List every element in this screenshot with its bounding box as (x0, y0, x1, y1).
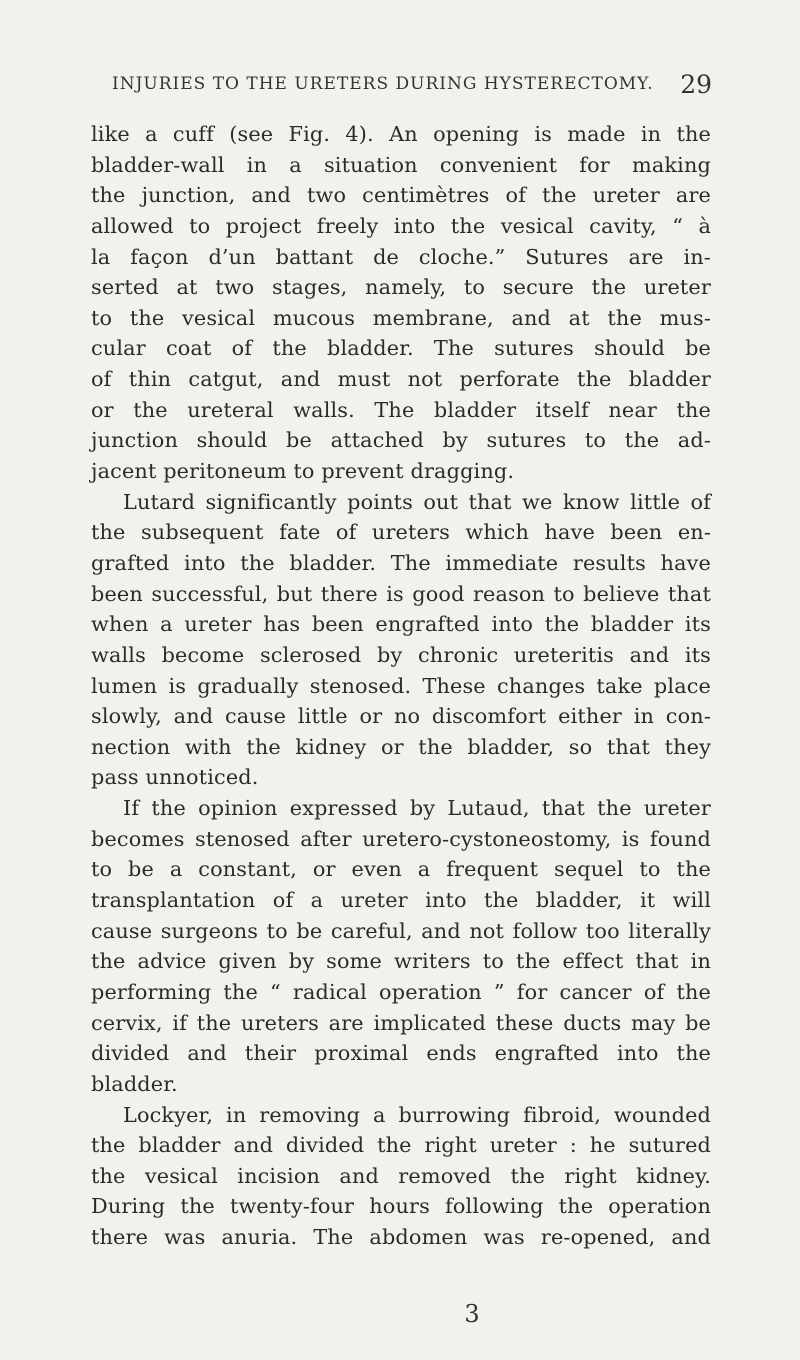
text-line: If the opinion expressed by Lutaud, that the ureter (123, 796, 711, 821)
text-line: divided and their proximal ends engrafted into the (91, 1041, 711, 1066)
text-line: there was anuria. The abdomen was re-opened, and (91, 1225, 711, 1250)
text-line: cular coat of the bladder. The sutures should be (91, 336, 711, 361)
text-line: the vesical incision and removed the right kidney. (91, 1163, 711, 1188)
text-line: been successful, but there is good reason to believe that (91, 581, 711, 606)
text-line: the junction, and two centimètres of the ureter are (91, 183, 711, 208)
text-line: Lockyer, in removing a burrowing fibroid, wounded (123, 1102, 711, 1127)
text-line: slowly, and cause little or no discomfort either in con- (91, 704, 711, 729)
text-line: Lutard significantly points out that we know little of (123, 489, 711, 514)
text-line: walls become sclerosed by chronic ureteritis and its (91, 642, 711, 667)
text-line: or the ureteral walls. The bladder itself near the (91, 397, 711, 422)
text-line: pass unnoticed. (91, 765, 259, 790)
text-line: lumen is gradually stenosed. These changes take place (91, 673, 711, 698)
text-line: jacent peritoneum to prevent dragging. (91, 459, 515, 484)
text-line: like a cuff (see Fig. 4). An opening is made in the (91, 122, 711, 146)
text-line: serted at two stages, namely, to secure the ureter (91, 275, 711, 300)
text-line: cause surgeons to be careful, and not follow too literally (91, 918, 711, 943)
text-line: grafted into the bladder. The immediate results have (91, 550, 711, 575)
signature-mark-row (0, 1300, 800, 1328)
text-line: the advice given by some writers to the effect that in (91, 949, 711, 974)
text-line: becomes stenosed after uretero-cystoneostomy, is found (91, 826, 711, 851)
text-line: junction should be attached by sutures to the ad- (91, 428, 711, 453)
running-title: INJURIES TO THE URETERS DURING HYSTERECTOMY. (112, 74, 654, 94)
text-line: when a ureter has been engrafted into the bladder its (91, 612, 711, 637)
text-line: allowed to project freely into the vesical cavity, “ à (91, 213, 711, 238)
text-line: cervix, if the ureters are implicated these ducts may be (91, 1010, 711, 1035)
text-line: of thin catgut, and must not perforate the bladder (91, 367, 711, 392)
text-line: the bladder and divided the right ureter : he sutured (91, 1133, 711, 1158)
text-line: to be a constant, or even a frequent sequel to the (91, 857, 711, 882)
text-line: performing the “ radical operation ” for cancer of the (91, 979, 711, 1004)
text-line: bladder. (91, 1071, 178, 1096)
page-number: 29 (680, 70, 712, 99)
text-line: la façon d’un battant de cloche.” Sutures are in- (91, 244, 711, 269)
text-line: bladder-wall in a situation convenient for making (91, 152, 711, 177)
body-text (91, 119, 711, 1253)
text-line: transplantation of a ureter into the bladder, it will (91, 888, 711, 913)
signature-mark: 3 (464, 1300, 480, 1328)
running-head (112, 70, 712, 100)
text-line: the subsequent fate of ureters which have been en- (91, 520, 711, 545)
text-line: nection with the kidney or the bladder, so that they (91, 734, 711, 759)
text-line: During the twenty-four hours following the operation (91, 1194, 711, 1219)
text-line: to the vesical mucous membrane, and at the mus- (91, 305, 711, 330)
